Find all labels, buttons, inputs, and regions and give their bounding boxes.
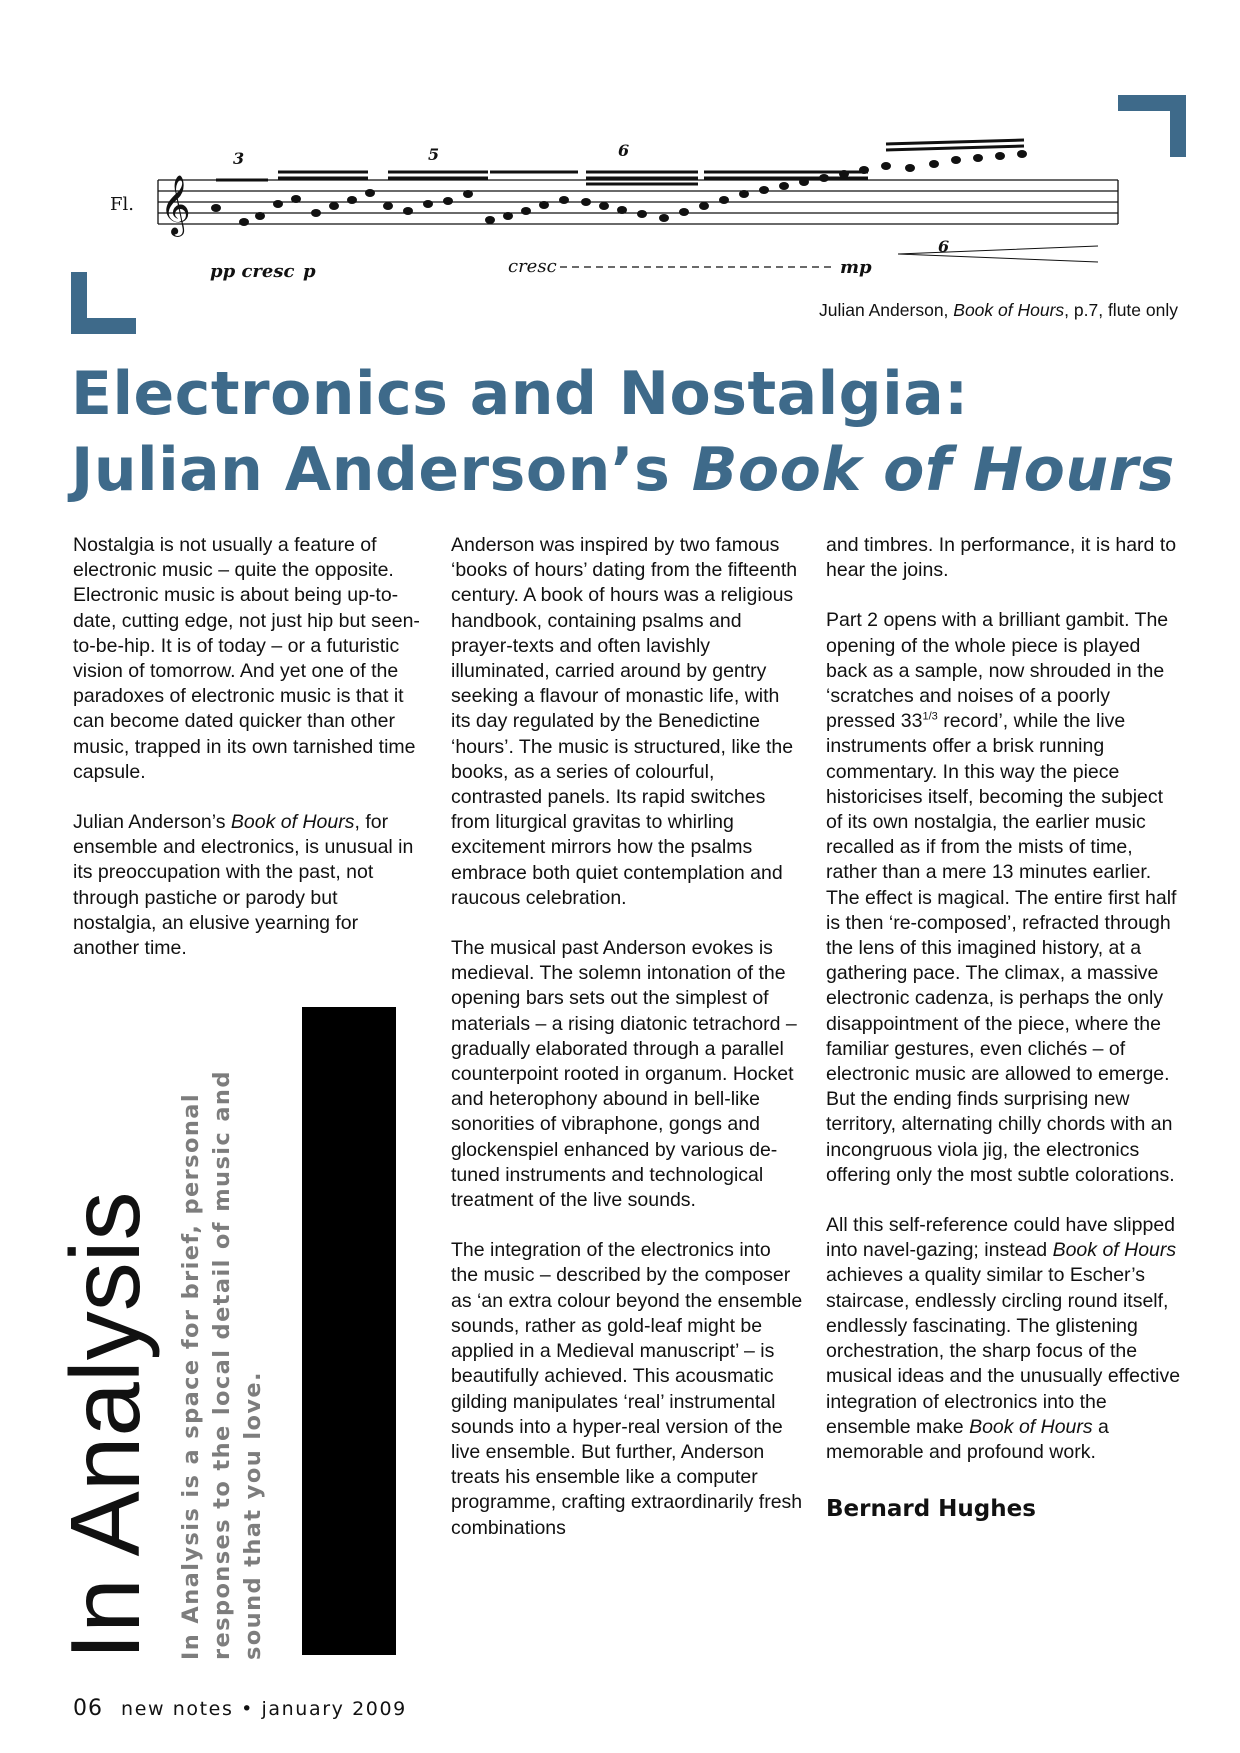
column2-paragraph-1: Anderson was inspired by two famous ‘books of hours’ dating from the fifteenth century. A book of hours was a religious handbook, containing psalms and prayer-texts and often lavishly illuminated, carried around by gentry seeking a flavour of monastic life, with its day regulated by the Benedictine ‘hours’. The music is structured, like the books, as a series of colourful, contrasted panels. Its rapid switches from liturgical gravitas to whirling excitement mirrors how the psalms embrace both quiet contemplation and raucous celebration. bbox=[451, 534, 798, 909]
score-caption bbox=[700, 300, 1178, 321]
score-dynamic-pp-cresc: pp cresc bbox=[210, 261, 295, 282]
column2-paragraph-2: The musical past Anderson evokes is medieval. The solemn intonation of the opening bars sets out the simplest of materials – a rising diatonic tetrachord – gradually elaborated through a parallel counterpoint rooted in organum. Hocket and heterophony abound in bell-like sonorities of vibraphone, gongs and glockenspiel enhanced by various de-tuned instruments and technological treatment of the live sounds. bbox=[451, 937, 797, 1212]
column1-p2-lead: Julian Anderson’s bbox=[73, 811, 231, 834]
title-line-2 bbox=[71, 432, 1175, 508]
article-column-3 bbox=[826, 533, 1181, 1522]
article-title bbox=[71, 356, 1175, 508]
column3-paragraph-3 bbox=[826, 1213, 1181, 1465]
column3-p2-lead: Part 2 opens with a brilliant gambit. The opening of the whole piece is played back as a sample, now shrouded in the ‘scratches and noises of a poorly pressed 33 bbox=[826, 609, 1169, 733]
sidebar-heading: In Analysis bbox=[50, 1191, 160, 1660]
caption-detail: , p.7, flute only bbox=[1064, 300, 1178, 320]
score-instrument-label: Fl. bbox=[110, 194, 134, 215]
column3-p3-lead: All this self-reference could have slipped into navel-gazing; instead bbox=[826, 1214, 1176, 1262]
flute-score-excerpt bbox=[98, 120, 1148, 300]
score-tuplet-6b: 6 bbox=[938, 237, 950, 256]
score-tuplet-5: 5 bbox=[428, 145, 440, 164]
column3-p2-rest: record’, while the live instruments offer a brisk running commentary. In this way the piece historicises itself, becoming the subject of its own nostalgia, the earlier music recalled as if from the mists of time, rather than a mere 13 minutes earlier. The effect is magical. The entire first half is then ‘re-composed’, refracted through the lens of this imagined history, at a gathering pace. The climax, a massive electronic cadenza, is perhaps the only disappointment of the piece, where the familiar gestures, even clichés – of electronic music are allowed to emerge. But the ending finds surprising new territory, alternating chilly chords with an incongruous viola jig, the electronics offering only the most subtle colorations. bbox=[826, 710, 1177, 1186]
page-number: 06 bbox=[73, 1696, 103, 1721]
column3-p2-superscript: 1/3 bbox=[922, 710, 938, 723]
column1-paragraph-2 bbox=[73, 810, 425, 961]
column1-p2-title: Book of Hours bbox=[230, 811, 355, 834]
title-line-2-italic: Book of Hours bbox=[691, 435, 1175, 505]
caption-author: Julian Anderson, bbox=[819, 300, 954, 320]
title-line-1: Electronics and Nostalgia: bbox=[71, 359, 969, 429]
column3-paragraph-2 bbox=[826, 608, 1181, 1188]
sidebar-black-bar bbox=[302, 1007, 396, 1655]
column3-paragraph-1: and timbres. In performance, it is hard to hear the joins. bbox=[826, 534, 1177, 582]
author-byline: Bernard Hughes bbox=[826, 1496, 1036, 1523]
column1-p2-rest: , for ensemble and electronics, is unusual in its preoccupation with the past, not through pastiche or parody but nostalgia, an elusive yearning for another time. bbox=[73, 811, 414, 960]
column3-p3-title-1: Book of Hours bbox=[1052, 1239, 1177, 1262]
column3-p3-title-2: Book of Hours bbox=[969, 1415, 1093, 1438]
article-column-1 bbox=[73, 533, 425, 986]
score-tuplet-6: 6 bbox=[618, 141, 630, 160]
sidebar-blurb: In Analysis is a space for brief, personal responses to the local detail of music and sound that you love. bbox=[178, 1070, 266, 1660]
score-tuplet-3: 3 bbox=[233, 149, 245, 168]
column2-paragraph-3: The integration of the electronics into the music – described by the composer as ‘an extra colour beyond the ensemble sounds, rather as gold-leaf might be applied in a Medieval manuscript’ – is beautifully achieved. This acousmatic gilding manipulates ‘real’ instrumental sounds into a hyper-real version of the live ensemble. But further, Anderson treats his ensemble like a computer programme, crafting extraordinarily fresh combinations bbox=[451, 1239, 803, 1539]
score-dynamic-p: p bbox=[303, 261, 316, 282]
magazine-issue: new notes • january 2009 bbox=[121, 1698, 407, 1720]
title-line-2-plain: Julian Anderson’s bbox=[71, 435, 692, 505]
score-dynamic-cresc: cresc bbox=[508, 256, 557, 277]
column1-paragraph-1: Nostalgia is not usually a feature of electronic music – quite the opposite. Electronic music is about being up-to-date, cutting edge, not just hip but seen-to-be-hip. It is of today – or a futuristic vision of tomorrow. And yet one of the paradoxes of electronic music is that it can become dated quicker than other music, trapped in its own tarnished time capsule. bbox=[73, 534, 420, 783]
column3-p3-middle: achieves a quality similar to Escher’s staircase, endlessly circling round itself, endlessly fascinating. The glistening orchestration, the sharp focus of the musical ideas and the unusually effective integration of electronics into the ensemble make bbox=[826, 1264, 1181, 1438]
score-dynamic-mp: mp bbox=[840, 257, 872, 278]
article-column-2 bbox=[451, 533, 803, 1566]
column3-p3-end: a memorable and profound work. bbox=[826, 1415, 1109, 1463]
page-footer bbox=[73, 1696, 407, 1721]
caption-work-title: Book of Hours bbox=[953, 300, 1065, 320]
treble-clef: 𝄞 bbox=[160, 175, 191, 235]
